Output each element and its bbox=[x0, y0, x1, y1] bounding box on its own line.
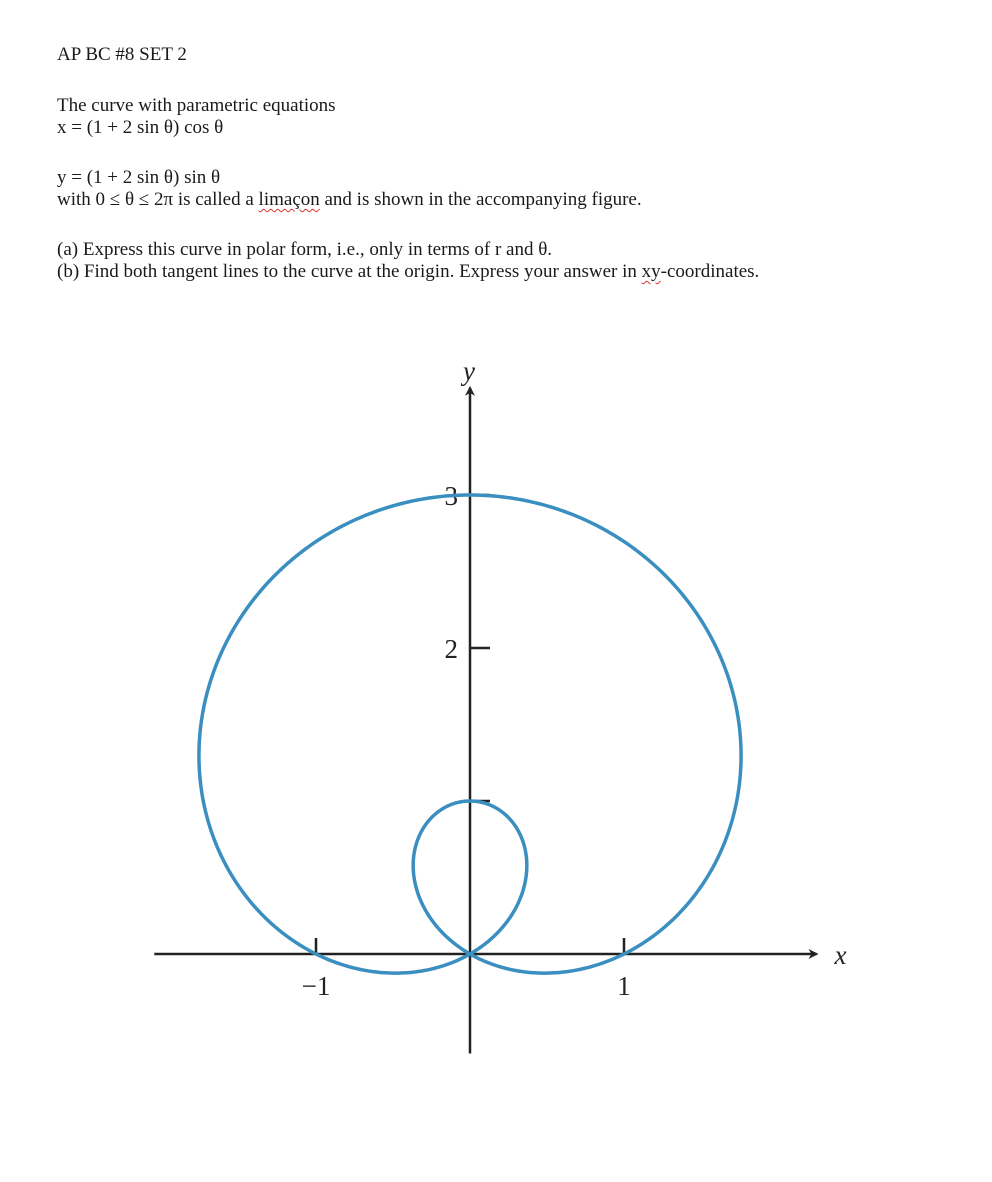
x-tick-label: 1 bbox=[617, 971, 631, 1001]
y-tick-label: 2 bbox=[444, 634, 458, 664]
description-suffix: and is shown in the accompanying figure. bbox=[319, 189, 642, 210]
part-b-suffix: -coordinates. bbox=[660, 261, 760, 282]
intro-line: The curve with parametric equations bbox=[57, 95, 336, 116]
spellcheck-word-xy: xy bbox=[641, 261, 661, 282]
part-b-prefix: (b) Find both tangent lines to the curve at the origin. Express your answer in bbox=[57, 261, 642, 282]
x-axis-label: x bbox=[834, 940, 847, 970]
x-tick-label: −1 bbox=[301, 971, 331, 1001]
question-part-a: (a) Express this curve in polar form, i.e., only in terms of r and θ. bbox=[57, 239, 553, 260]
doc-title: AP BC #8 SET 2 bbox=[57, 44, 187, 65]
description-prefix: with 0 ≤ θ ≤ 2π is called a bbox=[57, 189, 259, 210]
y-tick-label: 3 bbox=[444, 481, 458, 511]
equation-x: x = (1 + 2 sin θ) cos θ bbox=[57, 117, 224, 138]
y-axis-label: y bbox=[463, 355, 475, 386]
spellcheck-word-limacon: limaçon bbox=[258, 189, 320, 210]
equation-y: y = (1 + 2 sin θ) sin θ bbox=[57, 167, 221, 188]
